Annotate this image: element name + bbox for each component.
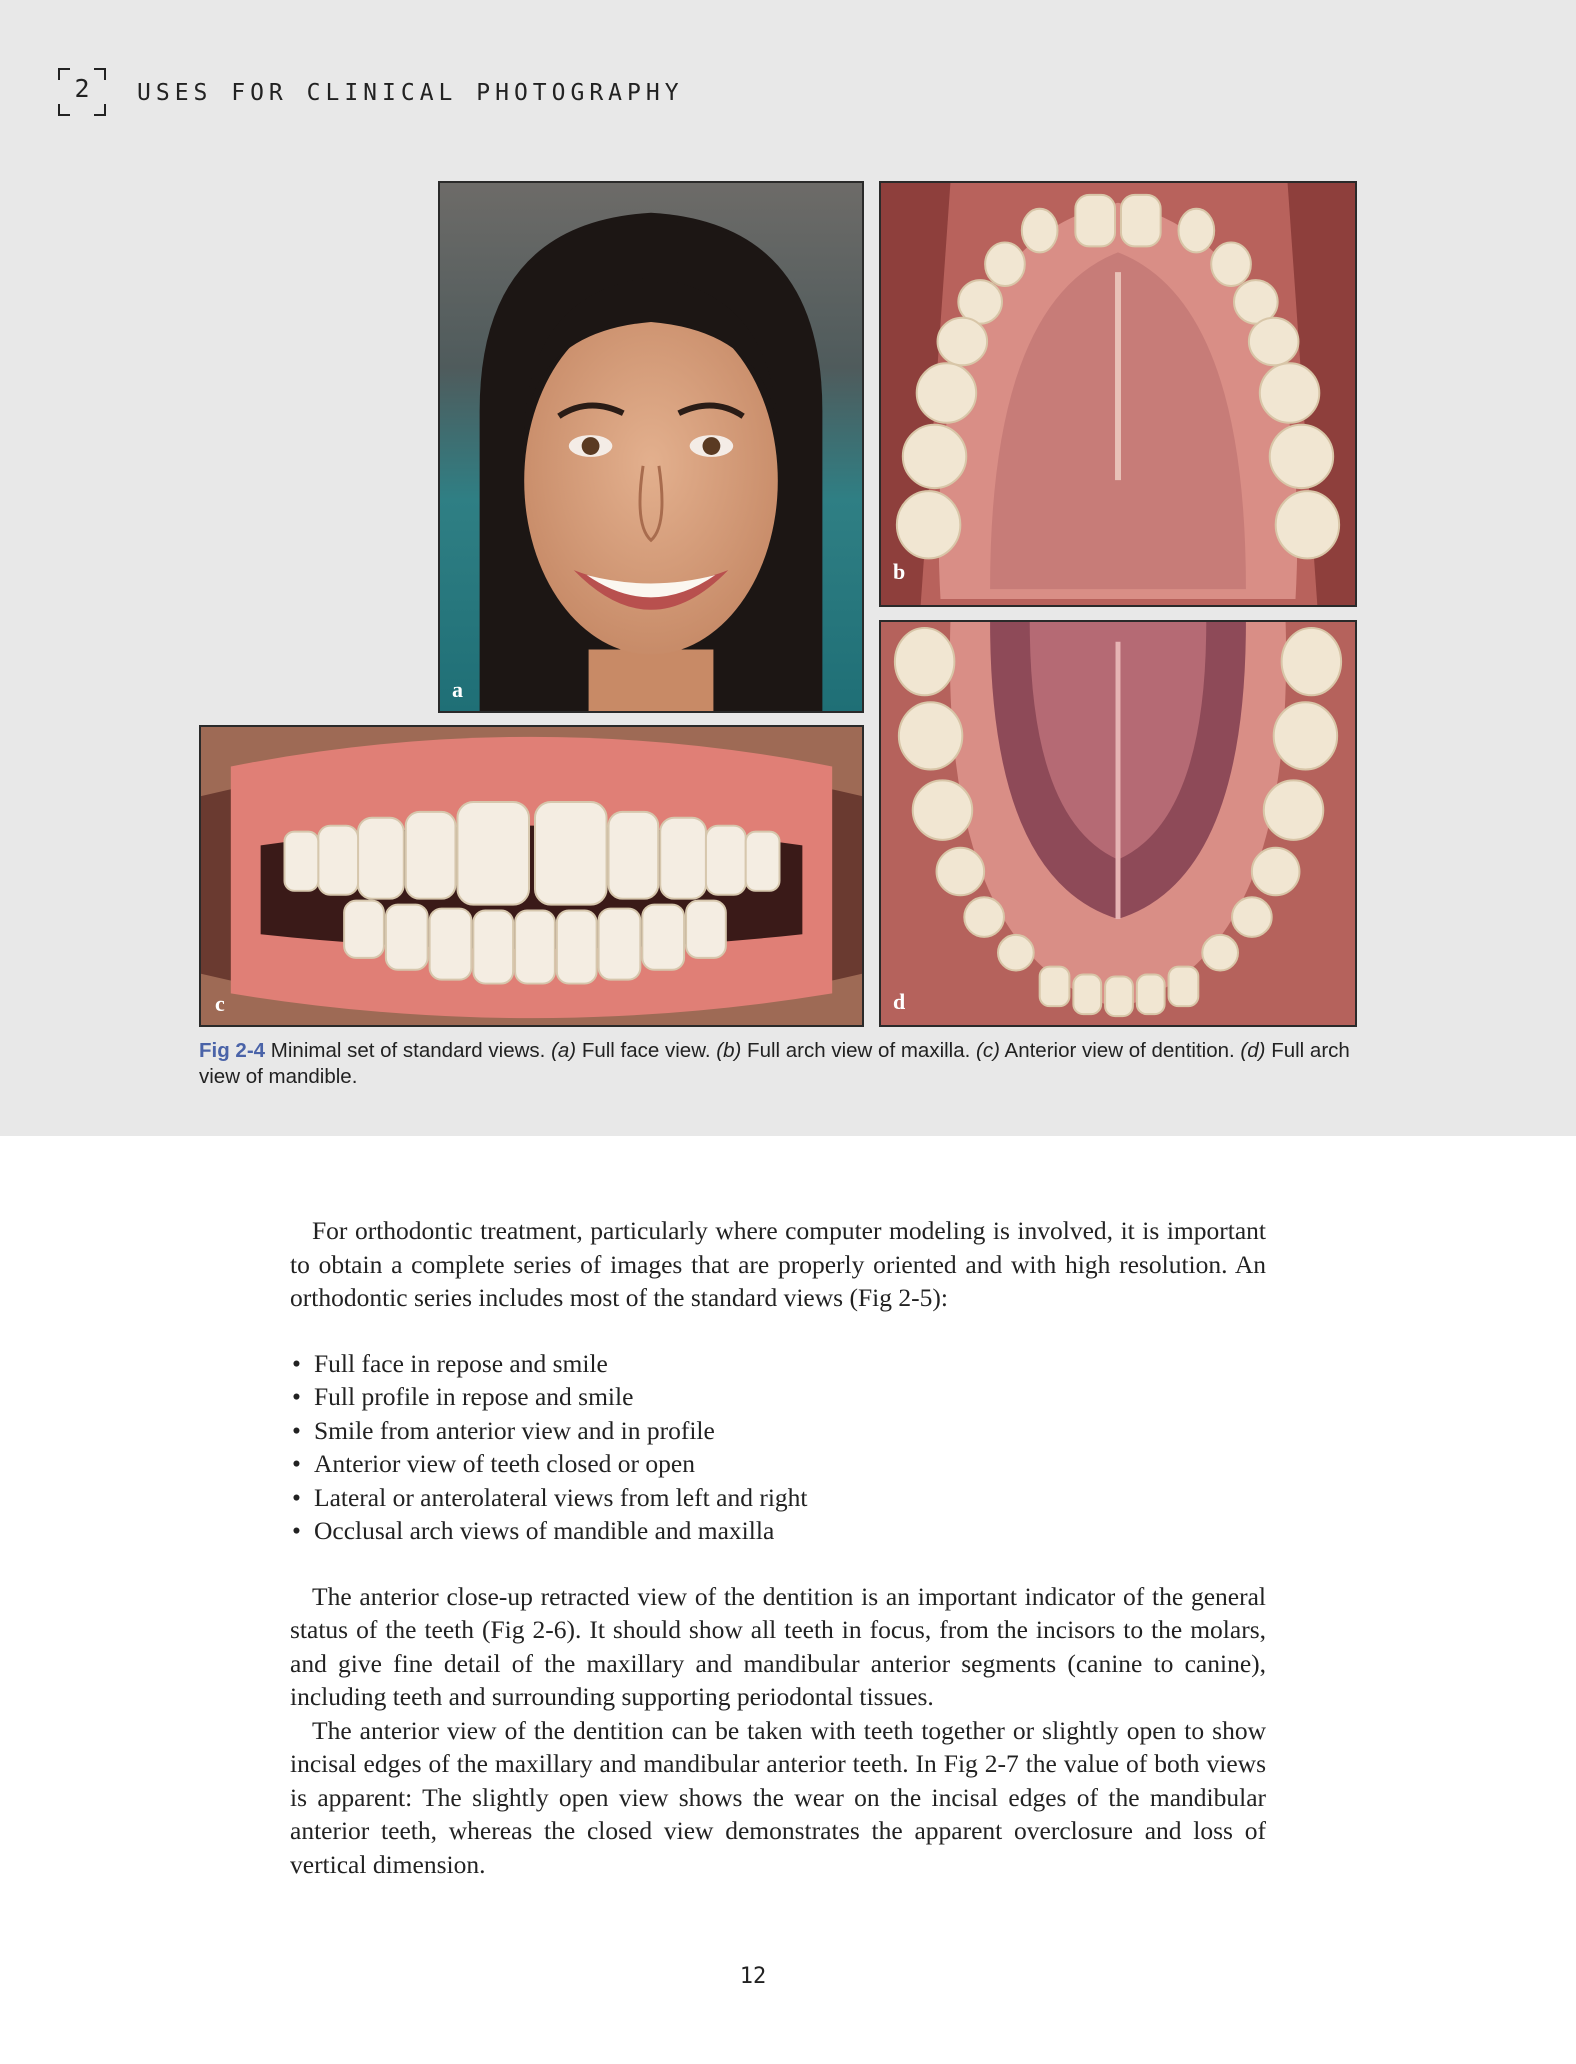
- caption-tag-d: (d): [1240, 1039, 1266, 1062]
- chapter-mark: [58, 68, 106, 116]
- anterior-dentition-photo-icon: [201, 727, 862, 1025]
- list-item: • Smile from anterior view and in profile: [290, 1414, 1266, 1448]
- caption-text-a: Full face view.: [581, 1039, 711, 1062]
- caption-intro: Minimal set of standard views.: [270, 1039, 546, 1062]
- list-item: • Full profile in repose and smile: [290, 1380, 1266, 1414]
- paragraph: The anterior view of the dentition can be taken with teeth together or slightly open to show incisal edges of the maxillary and mandibular anterior teeth. In Fig 2-7 the value of both views is apparent: The slightly open view shows the wear on the incisal edges of the mandibular anterior teeth, whereas the closed view demonstrates the apparent overclosure and loss of vertical dimension.: [290, 1715, 1266, 1879]
- panel-label-c: c: [215, 991, 225, 1016]
- list-item: • Lateral or anterolateral views from left and right: [290, 1481, 1266, 1515]
- figure-caption: [199, 1038, 1359, 1090]
- photo-panel-b: [879, 181, 1357, 607]
- list-item: • Anterior view of teeth closed or open: [290, 1447, 1266, 1481]
- views-list: [290, 1347, 1266, 1548]
- caption-tag-b: (b): [716, 1039, 742, 1062]
- list-item: • Occlusal arch views of mandible and maxilla: [290, 1514, 1266, 1548]
- intro-paragraph: For orthodontic treatment, particularly where computer modeling is involved, it is important to obtain a complete series of images that are properly oriented and with high resolution. An orthodontic series includes most of the standard views (Fig 2-5):: [290, 1216, 1266, 1312]
- caption-text-d: Full arch view of mandible.: [199, 1039, 1350, 1088]
- photo-panel-c: [199, 725, 864, 1027]
- figure-label: Fig 2-4: [199, 1039, 266, 1062]
- panel-label-a: a: [452, 677, 463, 702]
- maxillary-arch-photo-icon: [881, 183, 1355, 605]
- panel-label-b: b: [893, 559, 906, 584]
- list-item: • Full face in repose and smile: [290, 1347, 1266, 1381]
- caption-text-c: Anterior view of dentition.: [1004, 1039, 1235, 1062]
- mandibular-arch-photo-icon: [881, 622, 1355, 1025]
- page-number: 12: [739, 1964, 767, 1989]
- photo-panel-d: [879, 620, 1357, 1027]
- caption-tag-a: (a): [551, 1039, 577, 1062]
- chapter-number: 2: [74, 74, 90, 103]
- panel-label-d: d: [893, 989, 906, 1014]
- caption-tag-c: (c): [976, 1039, 1000, 1062]
- caption-text-b: Full arch view of maxilla.: [747, 1039, 971, 1062]
- running-head: USES FOR CLINICAL PHOTOGRAPHY: [137, 80, 684, 106]
- portrait-photo-icon: [440, 183, 862, 711]
- body-text: [290, 1214, 1266, 1881]
- photo-panel-a: [438, 181, 864, 713]
- paragraph: The anterior close-up retracted view of the dentition is an important indicator of the general status of the teeth (Fig 2-6). It should show all teeth in focus, from the incisors to the molars, and give fine detail of the maxillary and mandibular anterior segments (canine to canine), including teeth and surrounding supporting periodontal tissues.: [290, 1581, 1266, 1711]
